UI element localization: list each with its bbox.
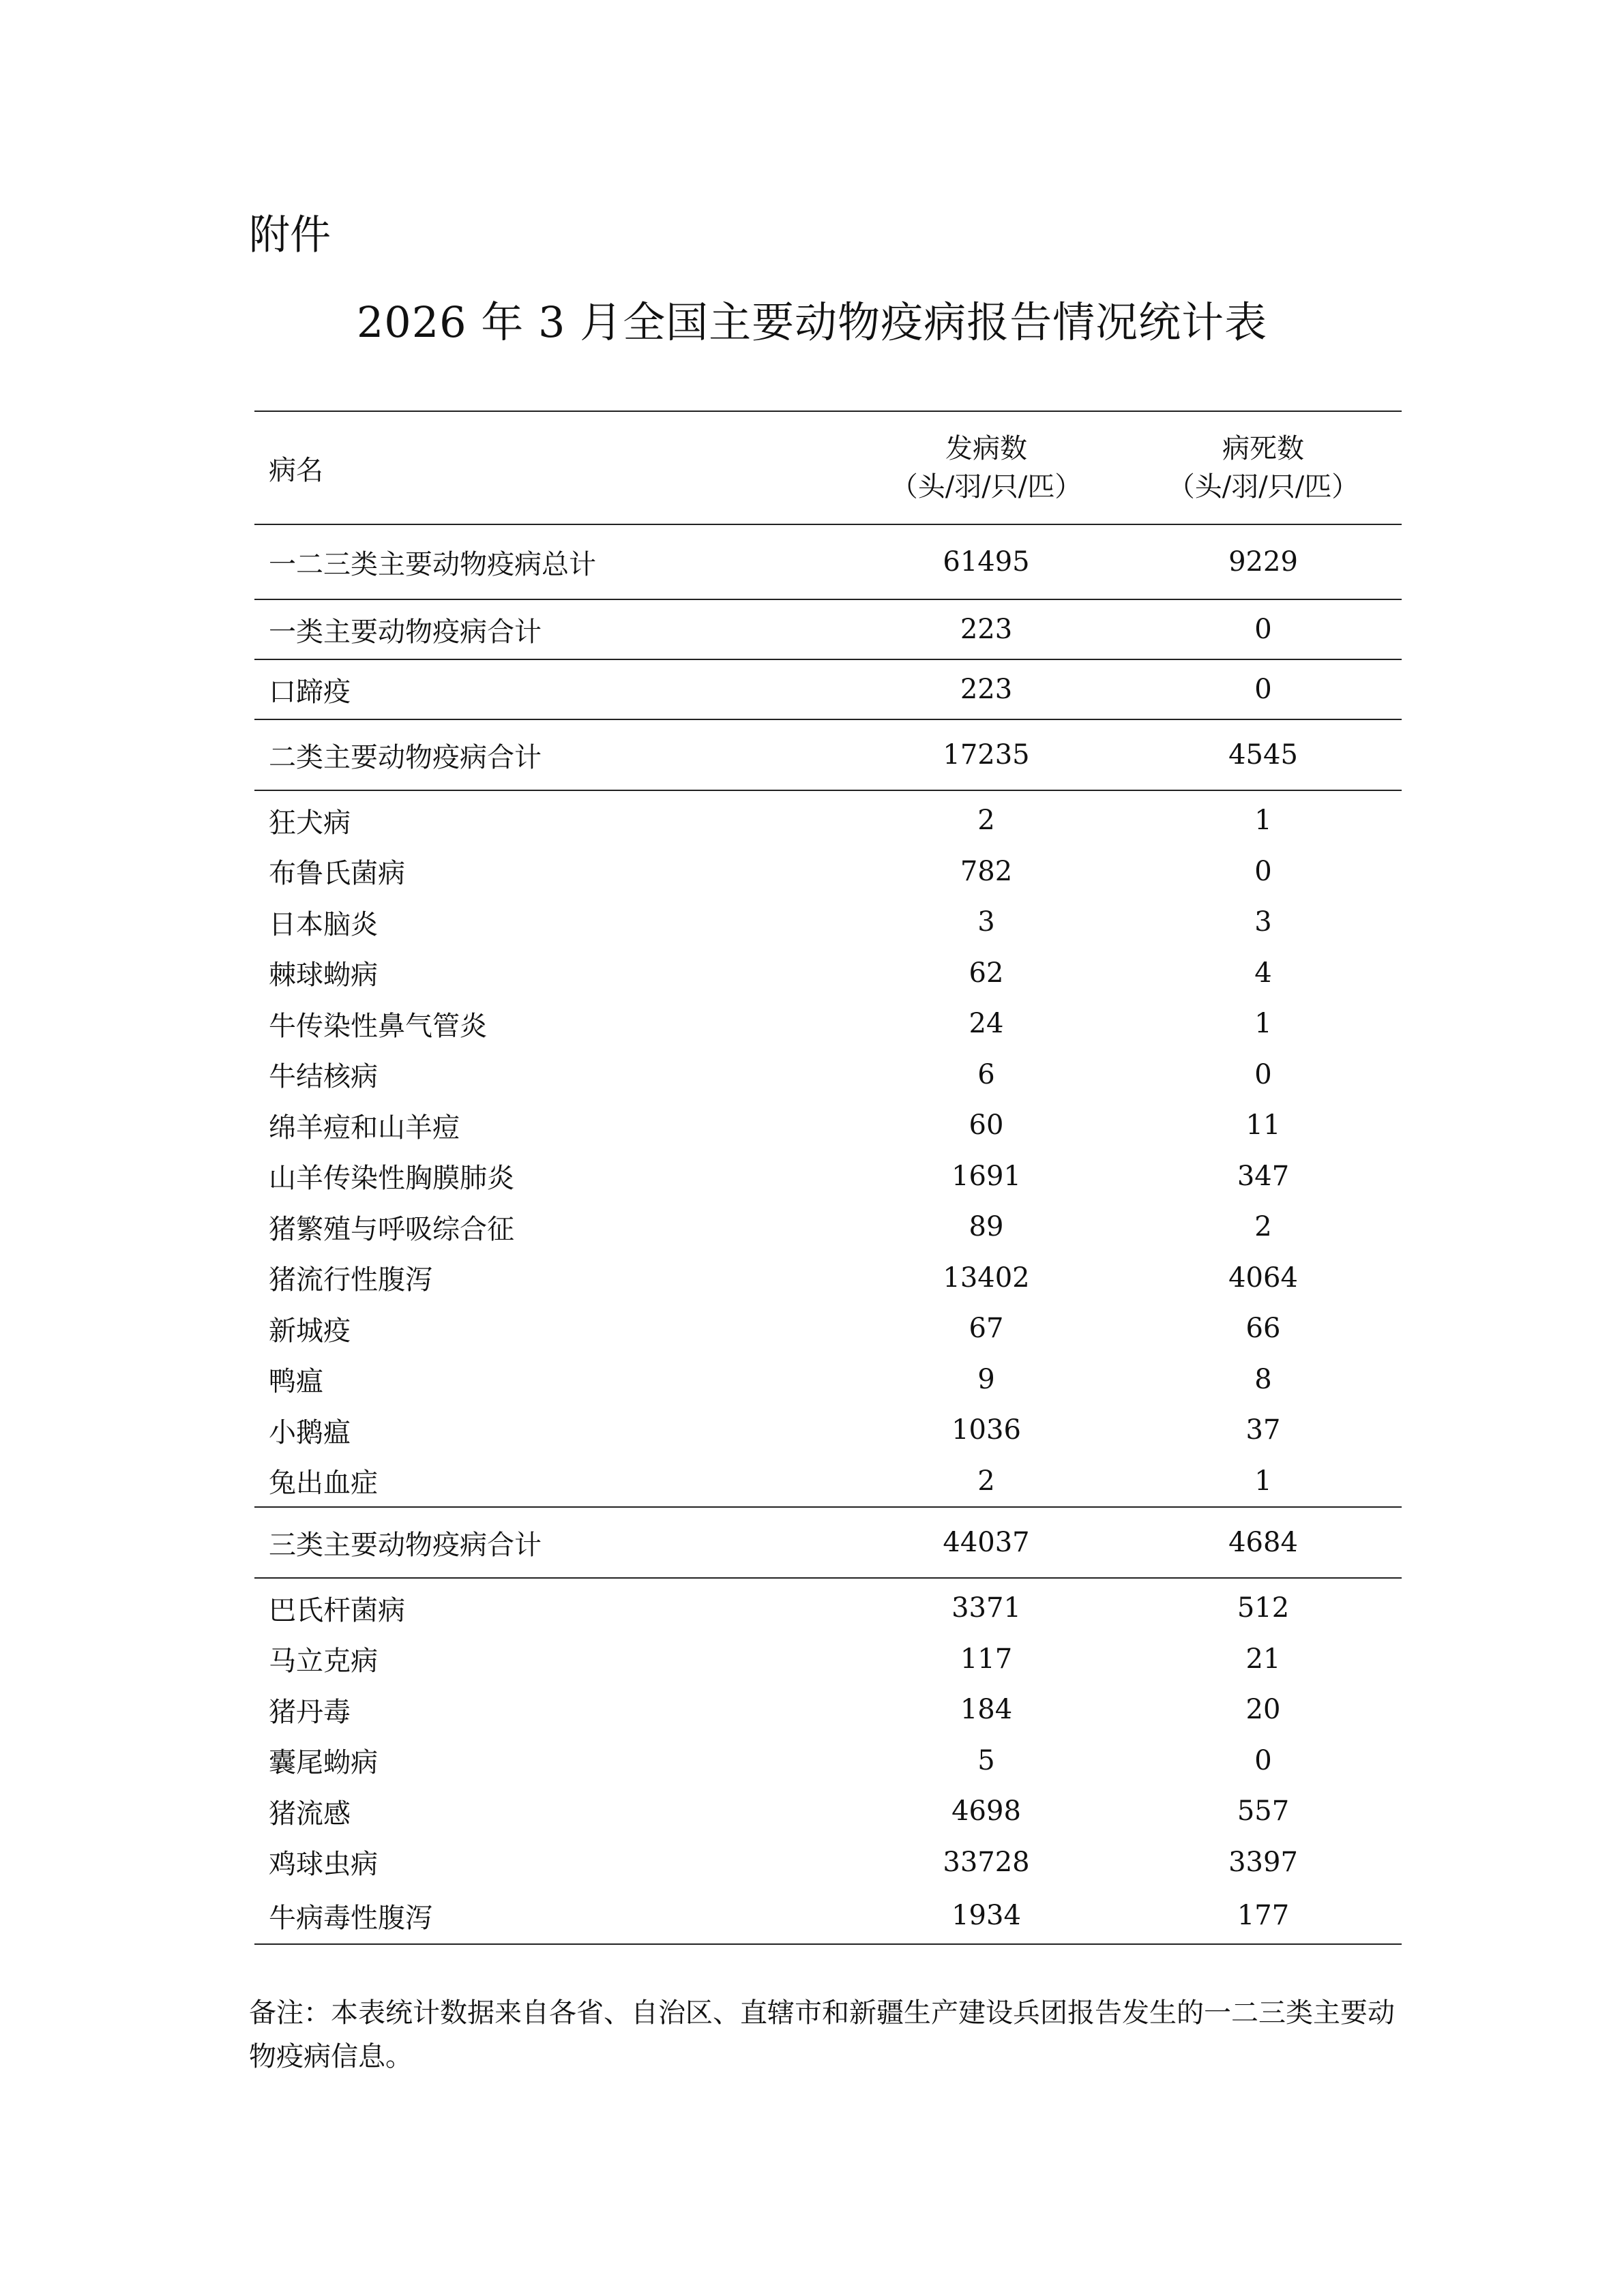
table-row	[254, 1578, 1402, 1634]
header-row	[254, 411, 1402, 524]
row-name: 布鲁氏菌病	[269, 858, 405, 890]
row-deaths: 512	[1237, 1592, 1290, 1624]
row-cases: 4698	[951, 1795, 1021, 1828]
row-deaths: 177	[1125, 1888, 1402, 1944]
row-name: 囊尾蚴病	[269, 1747, 378, 1779]
table-row	[254, 1735, 1402, 1787]
row-name: 猪流行性腹泻	[269, 1264, 432, 1296]
header-cases-unit: （头/羽/只/匹）	[890, 471, 1082, 503]
row-name: 二类主要动物疫病合计	[254, 719, 848, 790]
row-cases: 24	[969, 1008, 1004, 1040]
row-deaths: 1	[1254, 805, 1272, 837]
row-cases: 1691	[951, 1160, 1021, 1192]
row-cases: 13402	[943, 1262, 1030, 1294]
row-deaths: 1	[1125, 1456, 1402, 1508]
disease-statistics-table	[254, 411, 1402, 1945]
table-row	[254, 1684, 1402, 1735]
table-row	[254, 1049, 1402, 1101]
row-name: 鸡球虫病	[269, 1849, 378, 1881]
table-row	[254, 1786, 1402, 1837]
table-row	[254, 1405, 1402, 1456]
row-cases: 2	[977, 805, 995, 837]
row-cases: 89	[969, 1211, 1004, 1243]
header-cases-label: 发病数	[945, 433, 1027, 464]
table-row	[254, 1837, 1402, 1888]
header-disease-name: 病名	[254, 411, 848, 524]
row-name: 绵羊痘和山羊痘	[269, 1112, 460, 1144]
row-deaths: 0	[1125, 659, 1402, 719]
table-row	[254, 659, 1402, 719]
table-row	[254, 1888, 1402, 1944]
row-name: 新城疫	[269, 1315, 351, 1347]
table-row	[254, 846, 1402, 897]
row-name: 日本脑炎	[269, 908, 378, 940]
row-name: 棘球蚴病	[269, 959, 378, 992]
row-name: 牛传染性鼻气管炎	[269, 1010, 487, 1042]
row-cases: 17235	[848, 719, 1125, 790]
row-deaths: 2	[1254, 1211, 1272, 1243]
row-cases: 62	[969, 957, 1004, 989]
row-name: 马立克病	[269, 1645, 378, 1678]
row-deaths: 4064	[1228, 1262, 1298, 1294]
row-deaths: 1	[1254, 1008, 1272, 1040]
table-row	[254, 1151, 1402, 1202]
row-cases: 3371	[951, 1592, 1021, 1624]
row-name: 狂犬病	[269, 807, 351, 839]
footnote: 备注：本表统计数据来自各省、自治区、直辖市和新疆生产建设兵团报告发生的一二三类主要动物疫病信息。	[249, 1997, 1395, 2072]
row-deaths: 4545	[1125, 719, 1402, 790]
table-row	[254, 1100, 1402, 1151]
row-name: 猪繁殖与呼吸综合征	[269, 1213, 514, 1245]
row-deaths: 3397	[1228, 1846, 1298, 1878]
table-header	[254, 411, 1402, 524]
header-deaths-label: 病死数	[1222, 433, 1304, 464]
row-cases: 782	[960, 855, 1013, 887]
class3-total-row	[254, 1507, 1402, 1578]
table-row	[254, 1253, 1402, 1304]
header-cases	[848, 411, 1125, 524]
table-row	[254, 1354, 1402, 1405]
row-cases: 9	[977, 1363, 995, 1395]
row-name: 山羊传染性胸膜肺炎	[269, 1163, 514, 1195]
table-body	[254, 524, 1402, 1944]
row-cases: 184	[960, 1694, 1013, 1726]
table-row	[254, 948, 1402, 999]
row-cases: 33728	[943, 1846, 1030, 1878]
row-deaths: 557	[1237, 1795, 1290, 1828]
row-deaths: 0	[1254, 1058, 1272, 1090]
row-name: 牛结核病	[269, 1061, 378, 1093]
row-cases: 1934	[848, 1888, 1125, 1944]
row-cases: 67	[969, 1313, 1004, 1345]
row-cases: 61495	[848, 524, 1125, 599]
row-name: 牛病毒性腹泻	[254, 1888, 848, 1944]
row-name: 兔出血症	[254, 1456, 848, 1508]
row-deaths: 3	[1254, 906, 1272, 938]
table-row	[254, 1303, 1402, 1354]
table-row	[254, 1456, 1402, 1508]
row-deaths: 9229	[1125, 524, 1402, 599]
row-name: 小鹅瘟	[269, 1416, 351, 1448]
row-cases: 5	[977, 1744, 995, 1776]
row-name: 口蹄疫	[254, 659, 848, 719]
row-name: 鸭瘟	[269, 1366, 323, 1398]
row-cases: 223	[848, 659, 1125, 719]
page-title: 2026 年 3 月全国主要动物疫病报告情况统计表	[356, 297, 1268, 347]
row-name: 三类主要动物疫病合计	[254, 1507, 848, 1578]
table-row	[254, 1202, 1402, 1253]
table-row	[254, 790, 1402, 846]
table-row	[254, 897, 1402, 948]
row-deaths: 4	[1254, 957, 1272, 989]
class2-total-row	[254, 719, 1402, 790]
row-cases: 1036	[951, 1414, 1021, 1446]
table-row	[254, 998, 1402, 1049]
row-name: 猪流感	[269, 1798, 351, 1830]
grand-total-row	[254, 524, 1402, 599]
row-cases: 44037	[848, 1507, 1125, 1578]
row-cases: 3	[977, 906, 995, 938]
header-deaths	[1125, 411, 1402, 524]
row-cases: 223	[848, 599, 1125, 659]
row-name: 一类主要动物疫病合计	[254, 599, 848, 659]
row-cases: 6	[977, 1058, 995, 1090]
header-deaths-unit: （头/羽/只/匹）	[1167, 471, 1359, 503]
row-cases: 60	[969, 1109, 1004, 1142]
row-cases: 117	[960, 1643, 1013, 1675]
row-deaths: 21	[1245, 1643, 1281, 1675]
row-deaths: 347	[1237, 1160, 1290, 1192]
row-name: 巴氏杆菌病	[269, 1594, 405, 1626]
table-row	[254, 1634, 1402, 1685]
row-deaths: 20	[1245, 1694, 1281, 1726]
row-name: 猪丹毒	[269, 1696, 351, 1728]
row-deaths: 0	[1254, 1744, 1272, 1776]
row-deaths: 37	[1245, 1414, 1281, 1446]
row-deaths: 4684	[1125, 1507, 1402, 1578]
row-deaths: 0	[1254, 855, 1272, 887]
row-deaths: 0	[1125, 599, 1402, 659]
row-name: 一二三类主要动物疫病总计	[254, 524, 848, 599]
row-deaths: 11	[1245, 1109, 1281, 1142]
attachment-label: 附件	[249, 211, 331, 259]
row-deaths: 8	[1254, 1363, 1272, 1395]
row-cases: 2	[848, 1456, 1125, 1508]
row-deaths: 66	[1245, 1313, 1281, 1345]
class1-total-row	[254, 599, 1402, 659]
